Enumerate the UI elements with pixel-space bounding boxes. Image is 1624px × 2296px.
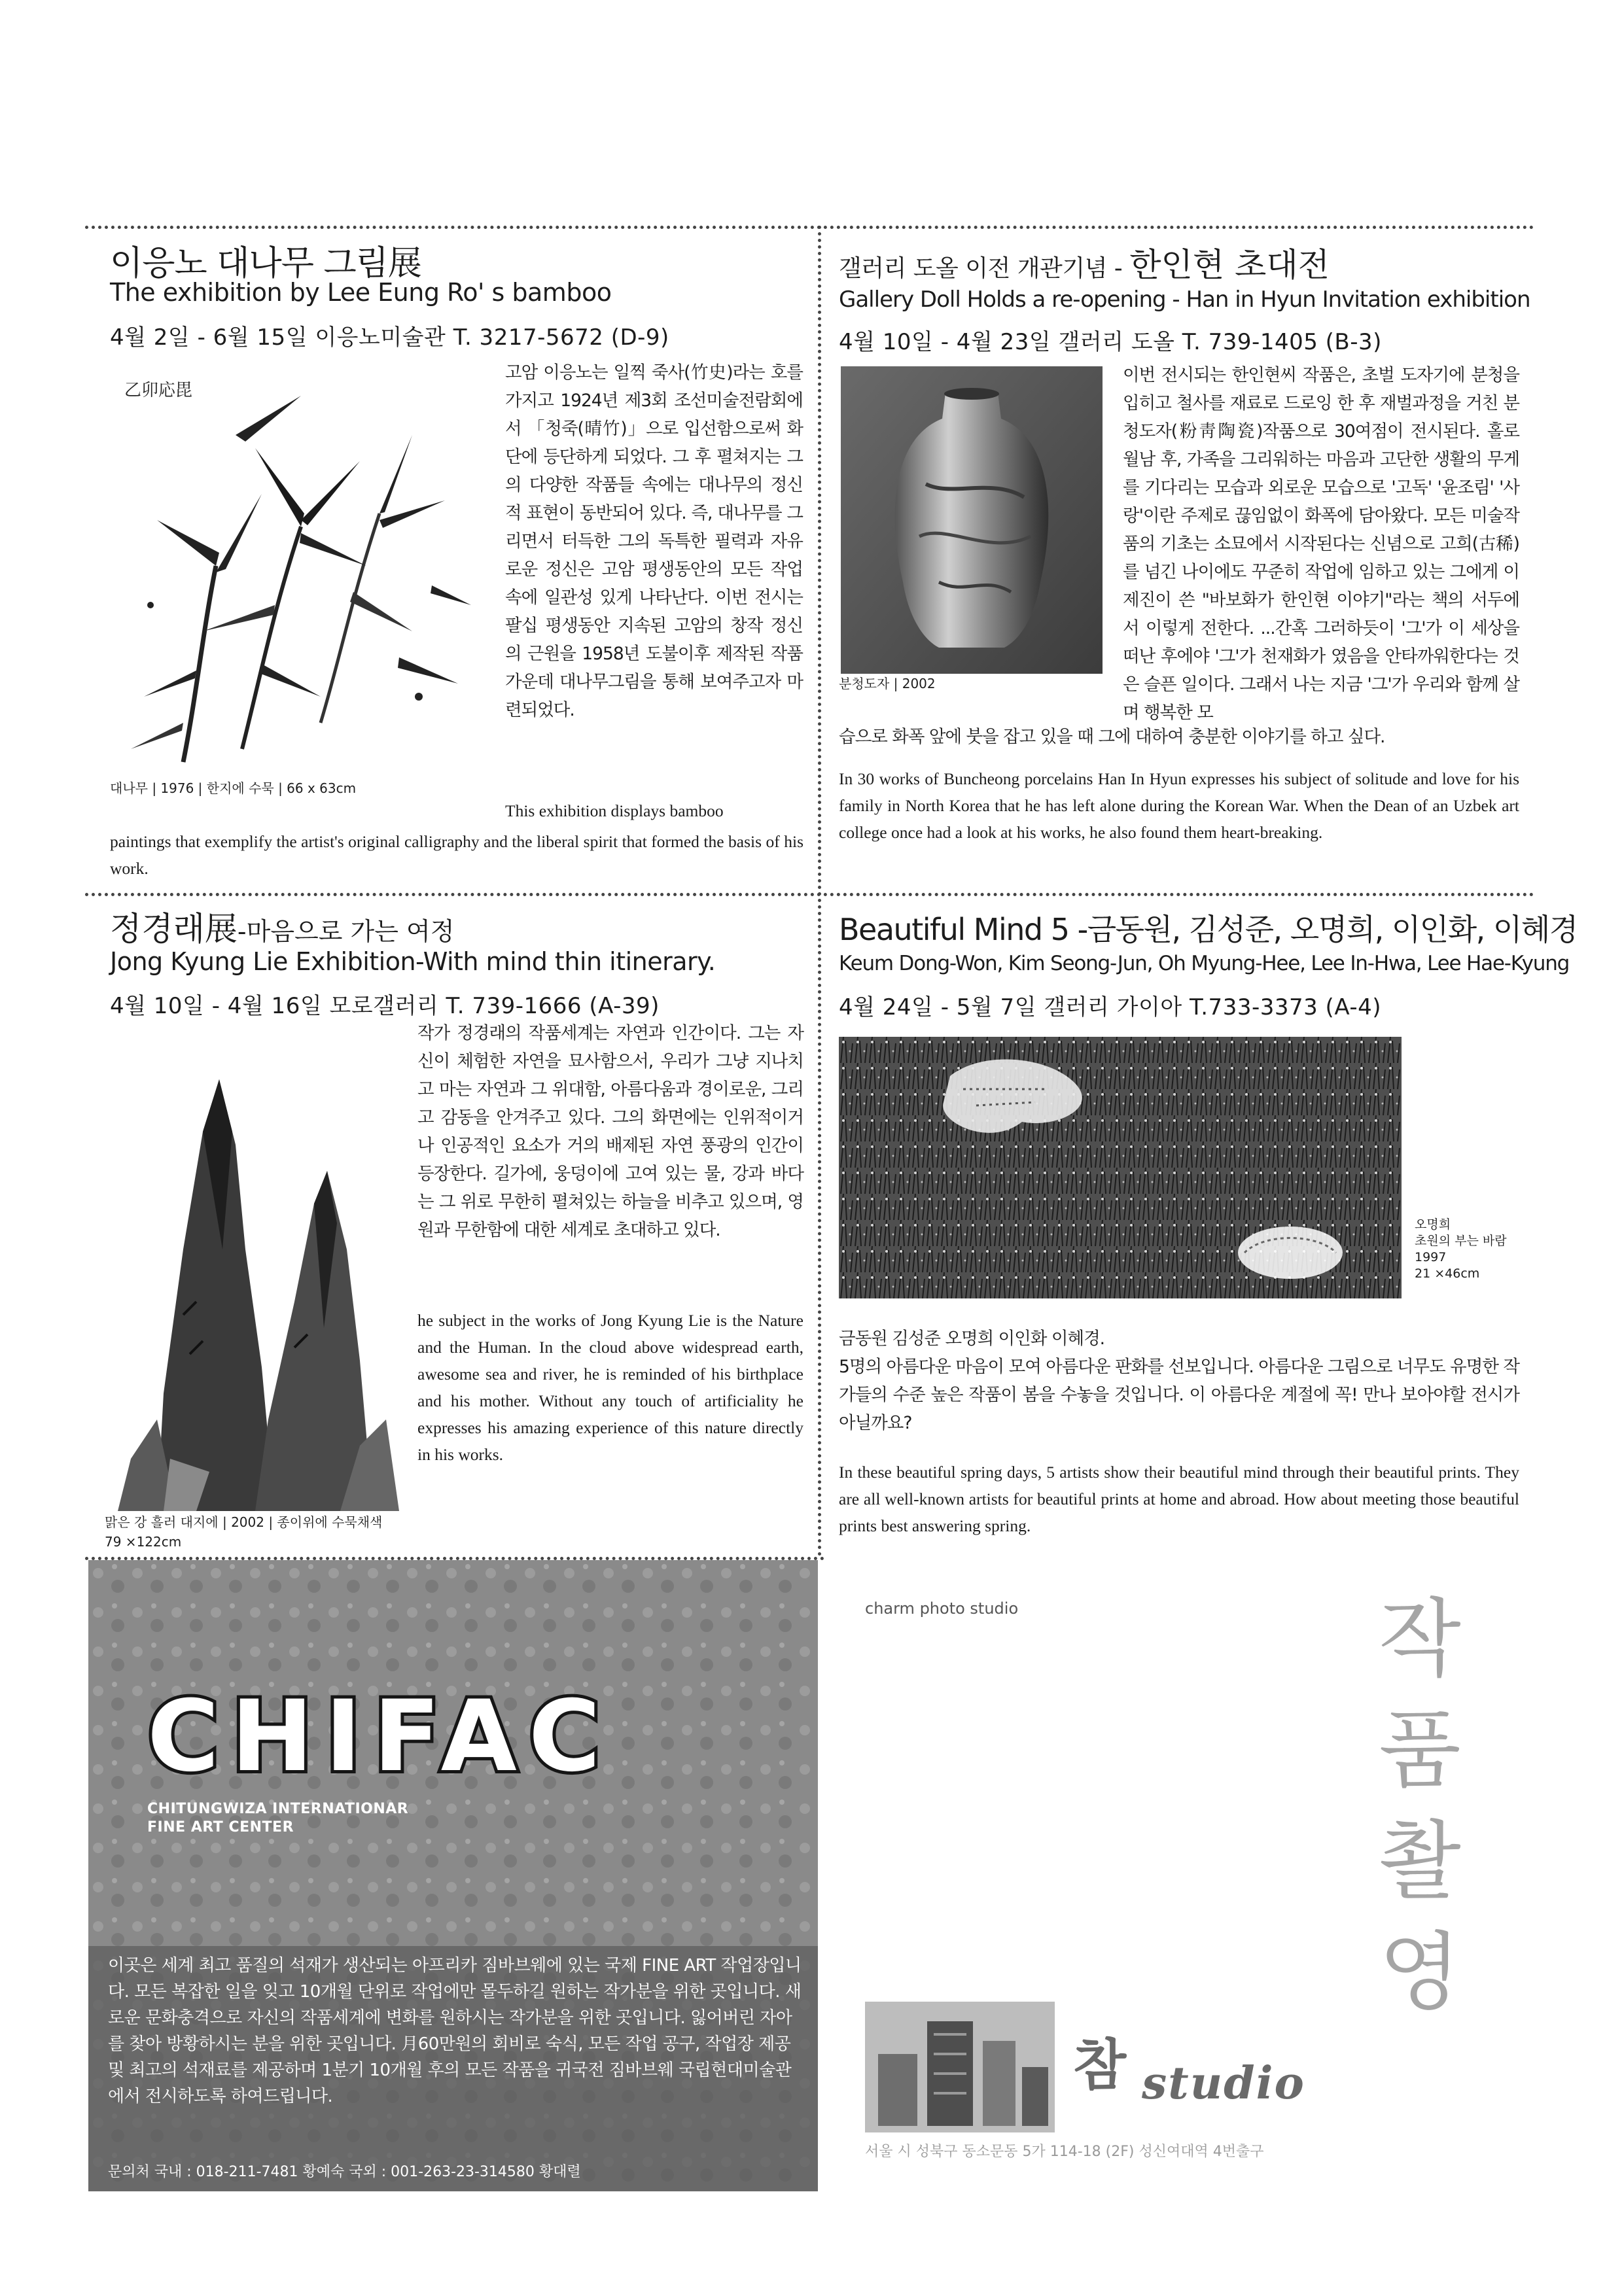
han-info: 4월 10일 - 4월 23일 갤러리 도올 T. 739-1405 (B-3) [839, 329, 1382, 355]
bamboo-title: 이응노 대나무 그림展 [110, 244, 421, 283]
charm-char-2: 품 [1379, 1700, 1461, 1800]
bm-caption-size: 21 ×46cm [1415, 1266, 1480, 1281]
jong-title [110, 903, 454, 950]
meadow-print-image [839, 1037, 1402, 1298]
studio-building-image [865, 2002, 1055, 2132]
bamboo-caption: 대나무 | 1976 | 한지에 수묵 | 66 x 63cm [110, 780, 357, 796]
han-title [839, 239, 1330, 286]
bm-artists: 금동원 김성준 오명희 이인화 이혜경. [839, 1329, 1105, 1349]
han-title-prefix: 갤러리 도올 이전 개관기념 - [839, 255, 1130, 282]
jong-info: 4월 10일 - 4월 16일 모로갤러리 T. 739-1666 (A-39) [110, 993, 660, 1019]
charm-address: 서울 시 성북구 동소문동 5가 114-18 (2F) 성신여대역 4번출구 [865, 2144, 1264, 2160]
center-divider [818, 226, 821, 1557]
bm-title: Beautiful Mind 5 -금동원, 김성준, 오명희, 이인화, 이혜경 [839, 912, 1578, 947]
han-body-ko: 이번 전시되는 한인현씨 작품은, 초벌 도자기에 분청을 입히고 철사를 재료로 드로잉 한 후 재벌과정을 거친 분청도자(粉靑陶瓷)작품으로 30여점이 전시된다. 홀로 월남 후, 가족을 그리워하는 마음과 고단한 생활의 무게를 기다리는 모습과 외로운 모습으로 '고독' '윤조림' '사랑'이란 주제로 끊임없이 화폭에 담아왔다. 모든 미술작품의 기초는 소묘에서 시작된다는 신념으로 고희(古稀)를 넘긴 나이에도 꾸준히 작업에 임하고 있는 그에게 이제진이 쓴 "바보화가 한인현 이야기"라는 책의 서두에서 이렇게 전한다. ...간혹 그러하듯이 '그'가 이 세상을 떠난 후에야 '그'가 천재화가 였음을 안타까워한다는 것은 슬픈 일이다. 그래서 나는 지금 '그'가 우리와 함께 살며 행복한 모 [1123, 365, 1519, 723]
top-divider [85, 226, 1534, 229]
jong-caption-line2: 79 ×122cm [105, 1534, 182, 1550]
han-title-main: 한인현 초대전 [1129, 246, 1330, 284]
han-caption: 분청도자 | 2002 [839, 676, 936, 691]
chifac-subtitle-line1: CHITUNGWIZA INTERNATIONAR [147, 1801, 409, 1817]
bm-body-en: In these beautiful spring days, 5 artists show their beautiful mind through their beautiful prints. They are all well-known artists for beautiful prints at home and abroad. How about meeting those beautiful prints best answering spring. [839, 1463, 1519, 1535]
bm-caption-year: 1997 [1415, 1250, 1447, 1264]
chifac-ad [88, 1560, 818, 2191]
han-body-ko-bottom: 습으로 화폭 앞에 붓을 잡고 있을 때 그에 대하여 충분한 이야기를 하고 싶다. [839, 727, 1385, 747]
bm-caption-artist: 오명희 [1415, 1217, 1451, 1232]
chifac-subtitle-line2: FINE ART CENTER [147, 1819, 294, 1835]
jong-caption-line1: 맑은 강 흘러 대지에 | 2002 | 종이위에 수묵채색 [105, 1514, 383, 1530]
charm-label: charm photo studio [865, 1599, 1019, 1618]
charm-char-1: 작 [1379, 1589, 1461, 1688]
bm-body-ko: 5명의 아름다운 마음이 모여 아름다운 판화를 선보입니다. 아름다운 그림으로 너무도 유명한 작가들의 수준 높은 작품이 봄을 수놓을 것입니다. 이 아름다운 계절에 꼭! 만나 보아야할 전시가 아닐까요? [839, 1357, 1519, 1433]
bamboo-body-en-first: This exhibition displays bamboo [505, 801, 724, 820]
bamboo-painting-image [105, 357, 491, 775]
chifac-logo: CHIFAC [147, 1680, 612, 1794]
svg-text:乙卯応毘: 乙卯応毘 [124, 381, 193, 400]
jong-body-ko: 작가 정경래의 작품세계는 자연과 인간이다. 그는 자신이 체험한 자연을 묘사함으서, 우리가 그냥 지나치고 마는 자연과 그 위대함, 아름다움과 경이로운, 그리고 감동을 안겨주고 있다. 그의 화면에는 인위적이거나 인공적인 요소가 거의 배제된 자연 풍광의 인간이 등장한다. 길가에, 웅덩이에 고여 있는 물, 강과 바다는 그 위로 무한히 펼쳐있는 하늘을 비추고 있으며, 영원과 무한함에 대한 세계로 초대하고 있다. [417, 1023, 803, 1240]
charm-logo-char: 참 [1073, 2033, 1127, 2097]
bm-title-en: Keum Dong-Won, Kim Seong-Jun, Oh Myung-Hee, Lee In-Hwa, Lee Hae-Kyung [839, 952, 1570, 975]
chifac-body: 이곳은 세계 최고 품질의 석재가 생산되는 아프리카 짐바브웨에 있는 국제 FINE ART 작업장입니다. 모든 복잡한 일을 잊고 10개월 단위로 작업에만 몰두하길 원하는 작가분을 위한 곳입니다. 새로운 문화충격으로 자신의 작품세계에 변화를 원하시는 작가분을 위한 곳입니다. 잃어버린 자아를 찾아 방황하시는 분을 위한 곳입니다. 月60만원의 회비로 숙식, 모든 작업 공구, 작업장 제공 및 최고의 석재료를 제공하며 1분기 10개월 후의 모든 작품을 귀국전 짐바브웨 국립현대미술관에서 전시하도록 하여드립니다. [108, 1956, 802, 2106]
middle-divider [85, 893, 1534, 896]
jong-title-en: Jong Kyung Lie Exhibition-With mind thin itinerary. [110, 947, 716, 976]
chifac-contact: 문의처 국내 : 018-211-7481 황예숙 국외 : 001-263-23-314580 황대렬 [108, 2164, 581, 2180]
bamboo-info: 4월 2일 - 6월 15일 이응노미술관 T. 3217-5672 (D-9) [110, 324, 669, 351]
landscape-painting-image [105, 1053, 399, 1511]
bm-caption-title: 초원의 부는 바람 [1415, 1234, 1507, 1248]
jong-title-sub: -마음으로 가는 여정 [237, 917, 455, 946]
charm-char-4: 영 [1379, 1922, 1461, 2022]
charm-char-3: 촬 [1379, 1811, 1461, 1911]
han-body-en: In 30 works of Buncheong porcelains Han In Hyun expresses his subject of solitude and love for his family in North Korea that he has left alone during the Korean War. When the Dean of an Uzbek art college once had a look at his works, he also found them heart-breaking. [839, 769, 1519, 842]
han-title-en: Gallery Doll Holds a re-opening - Han in Hyun Invitation exhibition [839, 287, 1530, 313]
charm-vertical-text [1368, 1583, 1472, 2028]
bamboo-body-en: paintings that exemplify the artist's original calligraphy and the liberal spirit that formed the basis of his work. [110, 832, 803, 878]
bamboo-body-ko: 고암 이응노는 일찍 죽사(竹史)라는 호를 가지고 1924년 제3회 조선미술전람회에서 「청죽(晴竹)」으로 입선함으로써 화단에 등단하게 되었다. 그 후 펼쳐지는 그의 다양한 작품들 속에는 대나무의 정신적 표현이 동반되어 있다. 즉, 대나무를 그리면서 터득한 그의 독특한 필력과 자유로운 정신은 고암 평생동안의 모든 작업 속에 일관성 있게 나타난다. 이번 전시는 팔십 평생동안 지속된 고암의 창작 정신의 근원을 1958년 도불이후 제작된 작품 가운데 대나무그림을 통해 보여주고자 마련되었다. [505, 362, 803, 720]
charm-logo-word: studio [1142, 2057, 1305, 2110]
porcelain-jar-image [841, 366, 1103, 674]
jong-body-en: he subject in the works of Jong Kyung Lie is the Nature and the Human. In the cloud above widespread earth, awesome sea and river, he is reminded of his birthplace and his mother. Without any touch of artificiality he expresses his amazing experience of this nature directly in his works. [417, 1311, 803, 1464]
jong-title-ko: 정경래展 [110, 910, 238, 948]
bamboo-title-en: The exhibition by Lee Eung Ro' s bamboo [110, 278, 612, 307]
bm-info: 4월 24일 - 5월 7일 갤러리 가이아 T.733-3373 (A-4) [839, 994, 1382, 1020]
bm-caption [1415, 1217, 1507, 1282]
